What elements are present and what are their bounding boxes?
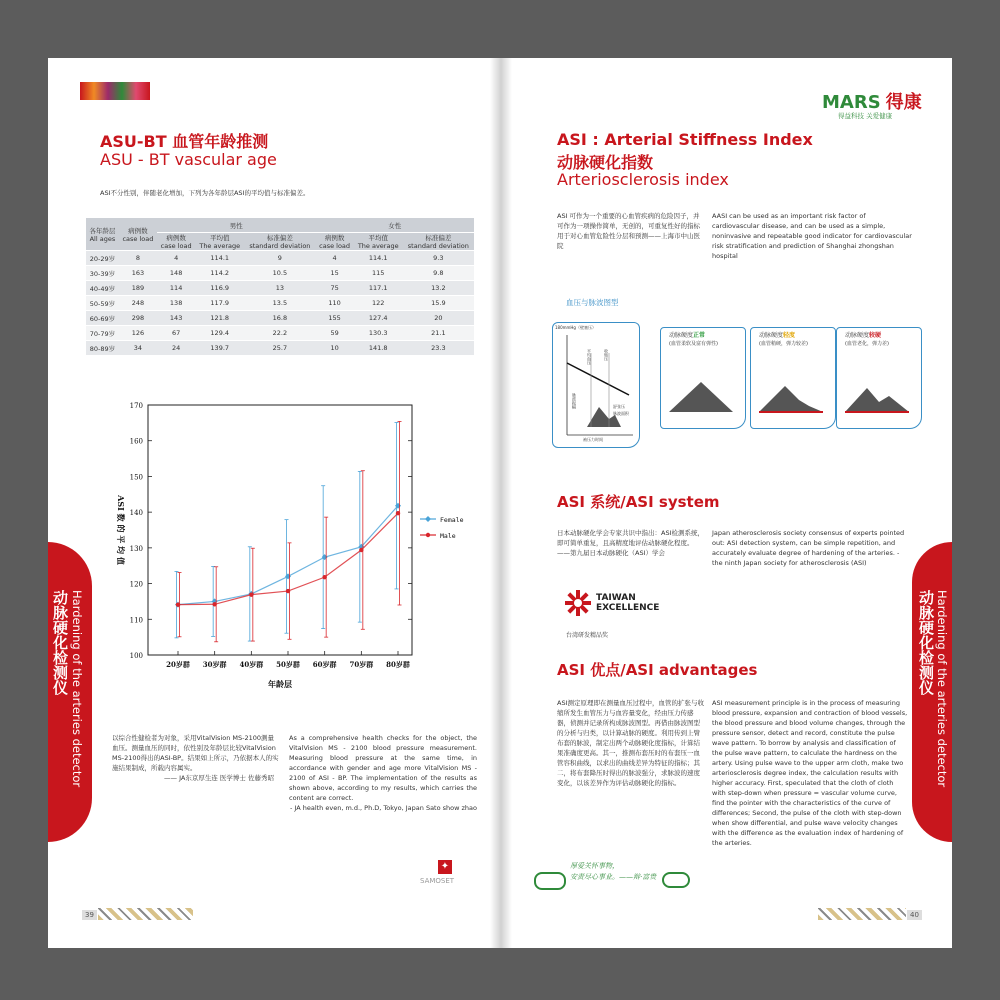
table-cell-f-sd: 13.2 (403, 281, 474, 296)
state-label (759, 332, 808, 348)
table-cell-m-sd: 25.7 (244, 341, 315, 356)
table-cell-m-sd: 10.5 (244, 266, 315, 281)
data-point (285, 573, 291, 579)
female-avg-header: 平均值 The average (354, 233, 403, 251)
female-cases-header: 病例数 case load (316, 233, 354, 251)
asi-subtitle-en: Arteriosclerosis index (557, 170, 729, 189)
legend-marker (425, 516, 431, 522)
system-en: Japan atherosclerosis society consensus of experts pointed out: ASI detection system, can be simple repetition, and accurately evaluate degree of hardening of the arteries. - the ninth Japan society for atherosclerosis (ASI) (712, 529, 905, 567)
decorative-strip-right (818, 908, 906, 920)
table-cell-m-n: 114 (157, 281, 195, 296)
male-avg-header: 平均值 The average (195, 233, 244, 251)
table-cell-f-n: 4 (316, 251, 354, 266)
pulse-wave-shape (661, 348, 745, 428)
table-cell-age: 80-89岁 (86, 341, 119, 356)
col-cases-header: 病例数 case load (119, 218, 157, 251)
x-tick-label: 20岁群 (166, 660, 190, 669)
table-cell-f-sd: 9.8 (403, 266, 474, 281)
table-cell-m-n: 24 (157, 341, 195, 356)
table-cell-f-sd: 23.3 (403, 341, 474, 356)
legend-marker (426, 533, 430, 537)
table-cell-m-n: 138 (157, 296, 195, 311)
table-cell-f-avg: 141.8 (354, 341, 403, 356)
data-point (249, 592, 253, 596)
cloud-decoration-icon (534, 872, 566, 890)
asi-system-title: ASI 系统/ASI system (557, 493, 720, 511)
table-cell-m-n: 143 (157, 311, 195, 326)
table-cell-f-n: 75 (316, 281, 354, 296)
para-en-left (289, 733, 477, 813)
table-row (86, 296, 474, 311)
asi-line-chart (100, 395, 480, 705)
side-tab-en-right: Hardening of the arteries detector (935, 590, 949, 788)
state-label (845, 332, 889, 348)
taiwan-excellence-icon (565, 590, 591, 616)
side-tab-cn: 动脉硬化检测仪 (51, 590, 69, 695)
x-tick-label: 40岁群 (239, 660, 264, 669)
x-tick-label: 50岁群 (276, 660, 300, 669)
male-sd-header: 标准偏差 standard deviation (244, 233, 315, 251)
para-en-signature: - JA health even, m.d., Ph.D, Tokyo, Japan Sato show zhao (289, 804, 477, 812)
diagram-ylabel: 180mmHg（壁塞压） (555, 325, 596, 330)
table-cell-age: 40-49岁 (86, 281, 119, 296)
table-cell-f-sd: 15.9 (403, 296, 474, 311)
table-cell-m-sd: 13.5 (244, 296, 315, 311)
bp-pulse-diagram-svg (553, 323, 639, 447)
pulse-wave-fill (759, 386, 823, 412)
y-tick-label: 160 (129, 437, 143, 446)
page-number-left: 39 (82, 910, 97, 920)
pulse-wave-shape (751, 348, 835, 428)
col-age-header: 各年龄层 All ages (86, 218, 119, 251)
cuff-pressure-line (567, 363, 629, 395)
legend-label: Female (440, 516, 464, 524)
plot-frame (148, 405, 412, 655)
data-point (212, 602, 216, 606)
table-cell-m-avg: 116.9 (195, 281, 244, 296)
data-point (322, 554, 328, 560)
diagram-xlabel: 袖压力时间 (583, 437, 603, 442)
system-cn: 日本动脉硬化学会专家共识中指出：ASI检测系统，即可简单重复，且高精度地评估动脉硬化程度。——第九届日本动脉硬化（ASI）学会 (557, 529, 704, 557)
bp-pulse-diagram (552, 322, 640, 448)
age-table (86, 218, 474, 356)
female-sd-header: 标准偏差 standard deviation (403, 233, 474, 251)
table-cell-f-sd: 9.3 (403, 251, 474, 266)
state-note: (血管柔软及富有弹性) (669, 341, 718, 347)
table-row (86, 311, 474, 326)
diagram-labels: 舒张压 脉波面积 (613, 404, 629, 416)
state-note: (血管稍硬，弹力较差) (759, 341, 808, 347)
x-tick-label: 30岁群 (202, 660, 227, 669)
para-en-text: As a comprehensive health checks for the object, the VitalVision MS - 2100 blood pressure measurement. Measuring blood pressure at the same time, in accordance with gender and age more VitalVision MS - 2100 of ASI - BP. The implementation of the results as shown above, according to my results, which carries the content are correct. (289, 734, 477, 802)
table-cell-age: 20-29岁 (86, 251, 119, 266)
table-cell-f-avg: 127.4 (354, 311, 403, 326)
state-label (669, 332, 718, 348)
page-title-en: ASU - BT vascular age (100, 150, 277, 169)
state-note: (血管老化，弹力差) (845, 341, 889, 347)
state-label-text: 动脉硬度 (669, 332, 694, 339)
table-cell-f-n: 15 (316, 266, 354, 281)
logo-en: MARS (822, 92, 881, 113)
samoset-logo-icon: ✦ (438, 860, 452, 874)
table-cell-m-avg: 114.1 (195, 251, 244, 266)
table-cell-f-n: 59 (316, 326, 354, 341)
y-axis-label: ASI 数 的 平 均 值 (116, 495, 126, 565)
pulse-wave-fill (845, 388, 909, 412)
state-label-text: 动脉硬度 (759, 332, 784, 339)
y-tick-label: 170 (129, 402, 143, 410)
table-cell-f-n: 155 (316, 311, 354, 326)
y-tick-label: 140 (129, 509, 143, 518)
diagram-caption: 血压与脉波图型 (566, 298, 619, 307)
table-cell-total: 126 (119, 326, 157, 341)
table-cell-f-avg: 122 (354, 296, 403, 311)
intro-text: ASI不分性别，伴随老化增加，下列为各年龄层ASI的平均值与标准偏差。 (100, 189, 310, 197)
para-cn-left (112, 733, 280, 783)
data-point (322, 575, 326, 579)
pulse-wave-fill (669, 382, 733, 412)
table-cell-m-avg: 139.7 (195, 341, 244, 356)
table-cell-total: 163 (119, 266, 157, 281)
asi-title-cn: 动脉硬化指数 (557, 153, 654, 172)
male-cases-header: 病例数 case load (157, 233, 195, 251)
page-title-cn: ASU-BT 血管年龄推测 (100, 132, 269, 151)
diagram-label-mean: 平均血压 (587, 349, 592, 365)
table-cell-m-avg: 117.9 (195, 296, 244, 311)
table-cell-f-avg: 115 (354, 266, 403, 281)
table-cell-total: 298 (119, 311, 157, 326)
table-cell-age: 30-39岁 (86, 266, 119, 281)
table-cell-f-sd: 21.1 (403, 326, 474, 341)
x-tick-label: 70岁群 (349, 660, 374, 669)
decorative-strip-left (98, 908, 193, 920)
y-tick-label: 130 (129, 544, 143, 553)
diagram-label-amplitude: 脉波振幅 (572, 393, 577, 409)
state-status: 较硬 (869, 332, 882, 339)
table-cell-total: 8 (119, 251, 157, 266)
table-cell-total: 189 (119, 281, 157, 296)
table-cell-m-sd: 9 (244, 251, 315, 266)
slogan-line2: 安责尽心事业。——辩·富贵 (570, 873, 657, 881)
table-row (86, 266, 474, 281)
intro-cn-right: ASI 可作为一个重要的心血管疾病的危险因子，并可作为一项操作简单，无创的，可重复性好的指标用于对心血管危险性分层和预测——上海市中山医院 (557, 212, 700, 250)
para-cn-signature: —— JA东京厚生连 医学博士 佐藤秀昭 (164, 774, 274, 782)
table-cell-f-avg: 117.1 (354, 281, 403, 296)
side-tab-right (912, 542, 952, 842)
table-row (86, 341, 474, 356)
state-status: 正常 (693, 332, 706, 339)
legend-label: Male (440, 532, 456, 540)
group-male-header: 男性 (157, 218, 315, 233)
stiffness-state-card (660, 327, 746, 429)
table-cell-f-avg: 130.3 (354, 326, 403, 341)
y-tick-label: 100 (129, 652, 143, 660)
table-row (86, 281, 474, 296)
table-cell-f-avg: 114.1 (354, 251, 403, 266)
intro-en-right: AASI can be used as an important risk factor of cardiovascular disease, and can be used as a simple, noninvasive and repeatable good indicator for cardiovascular risk stratification and prediction of Shanghai zhongshan hospital (712, 212, 912, 260)
table-cell-age: 50-59岁 (86, 296, 119, 311)
asi-advantages-title: ASI 优点/ASI advantages (557, 661, 758, 679)
group-female-header: 女性 (316, 218, 475, 233)
adv-cn: ASI测定原理即在测量血压过程中，血管的扩张与收缩所发生血管压力与血容量变化，经由压力传感器，侦测并记录所构成脉波图型。再借由脉波图型的分析与归类，以计算动脉的硬度。利用传到上臂布套的脉波，制定出两个动脉硬化度指标，计算结果准确度更高。其一，推测布套压时的布套压一血管容积曲线，以求出的曲线差异为特征的指标；其二，将布套降压时得出的脉波强分，求脉波的速度变化，以该差异作为评估动脉硬化的指标。 (557, 699, 704, 787)
age-table-wrapper (86, 218, 474, 356)
y-tick-label: 150 (129, 473, 143, 482)
data-point (359, 548, 363, 552)
logo-tagline: 得益科技 关爱健康 (838, 112, 893, 120)
x-tick-label: 80岁群 (386, 660, 410, 669)
table-cell-f-n: 10 (316, 341, 354, 356)
cloud-decoration-icon-right (662, 872, 690, 888)
y-tick-label: 120 (129, 580, 143, 589)
table-cell-m-avg: 129.4 (195, 326, 244, 341)
table-cell-m-sd: 16.8 (244, 311, 315, 326)
table-cell-m-avg: 121.8 (195, 311, 244, 326)
diagram-label-systolic: 收缩压 (604, 349, 609, 361)
side-tab-en: Hardening of the arteries detector (70, 590, 84, 788)
table-cell-f-sd: 20 (403, 311, 474, 326)
table-cell-m-sd: 13 (244, 281, 315, 296)
para-cn-text: 以综合性健检者为对象，采用VitalVision MS-2100测量血压。测量血压的同时，依性别及年龄层比较VitalVision MS-2100得出的ASI-BP。结果如上所示，乃依据本人的实施结果制成，所载内容属实。 (112, 734, 279, 772)
table-row (86, 251, 474, 266)
slogan-line1: 厚爱关怀事物， (570, 862, 619, 870)
data-point (286, 589, 290, 593)
adv-en: ASI measurement principle is in the process of measuring blood pressure, expansion and contraction of blood vessels, the blood pressure and blood volume changes, through the pressure sensor, detect and record, constitute the pulse wave pattern. To borrow by analysis and classification of the pulse wave pattern, to calculate the hardness on the artery. Using pulse wave to the upper arm cloth, make two arteriosclerosis degree index, the calculation results with higher accuracy. First, speculated that the cloth of cloth with step-down when pressure = vascular volume curve, find the pointer with the characteristics of the curve of differences; Second, the pulse of the cloth with step-down when show differential, and pulse wave velocity changes with the difference as the evaluation index of hardening of the arteries. (712, 699, 908, 847)
table-cell-m-n: 4 (157, 251, 195, 266)
brand-samoset: SAMOSET (420, 877, 455, 885)
table-cell-age: 60-69岁 (86, 311, 119, 326)
asi-title-en: ASI : Arterial Stiffness Index (557, 130, 813, 149)
award-caption: 台湾研发精品奖 (566, 632, 609, 639)
table-cell-m-n: 148 (157, 266, 195, 281)
x-axis-label: 年龄层 (268, 679, 292, 689)
award-text (596, 593, 659, 613)
award-line1: TAIWAN (596, 593, 636, 603)
table-cell-f-n: 110 (316, 296, 354, 311)
stiffness-state-card (750, 327, 836, 429)
table-row (86, 326, 474, 341)
state-label-text: 动脉硬度 (845, 332, 870, 339)
table-cell-age: 70-79岁 (86, 326, 119, 341)
book-spine (490, 58, 512, 948)
x-tick-label: 60岁群 (312, 660, 337, 669)
table-cell-total: 34 (119, 341, 157, 356)
pulse-wave-shape (837, 348, 921, 428)
table-cell-total: 248 (119, 296, 157, 311)
table-cell-m-n: 67 (157, 326, 195, 341)
award-line2: EXCELLENCE (596, 603, 660, 613)
stiffness-state-card (836, 327, 922, 429)
table-cell-m-avg: 114.2 (195, 266, 244, 281)
data-point (176, 602, 180, 606)
side-tab-left (48, 542, 92, 842)
data-point (396, 511, 400, 515)
page-number-right: 40 (907, 910, 922, 920)
y-tick-label: 110 (129, 616, 143, 625)
table-cell-m-sd: 22.2 (244, 326, 315, 341)
floral-decoration (80, 82, 150, 100)
side-tab-cn-right: 动脉硬化检测仪 (917, 590, 935, 695)
logo-cn: 得康 (885, 92, 922, 113)
slogan (570, 861, 656, 883)
state-status: 轻度 (783, 332, 796, 339)
